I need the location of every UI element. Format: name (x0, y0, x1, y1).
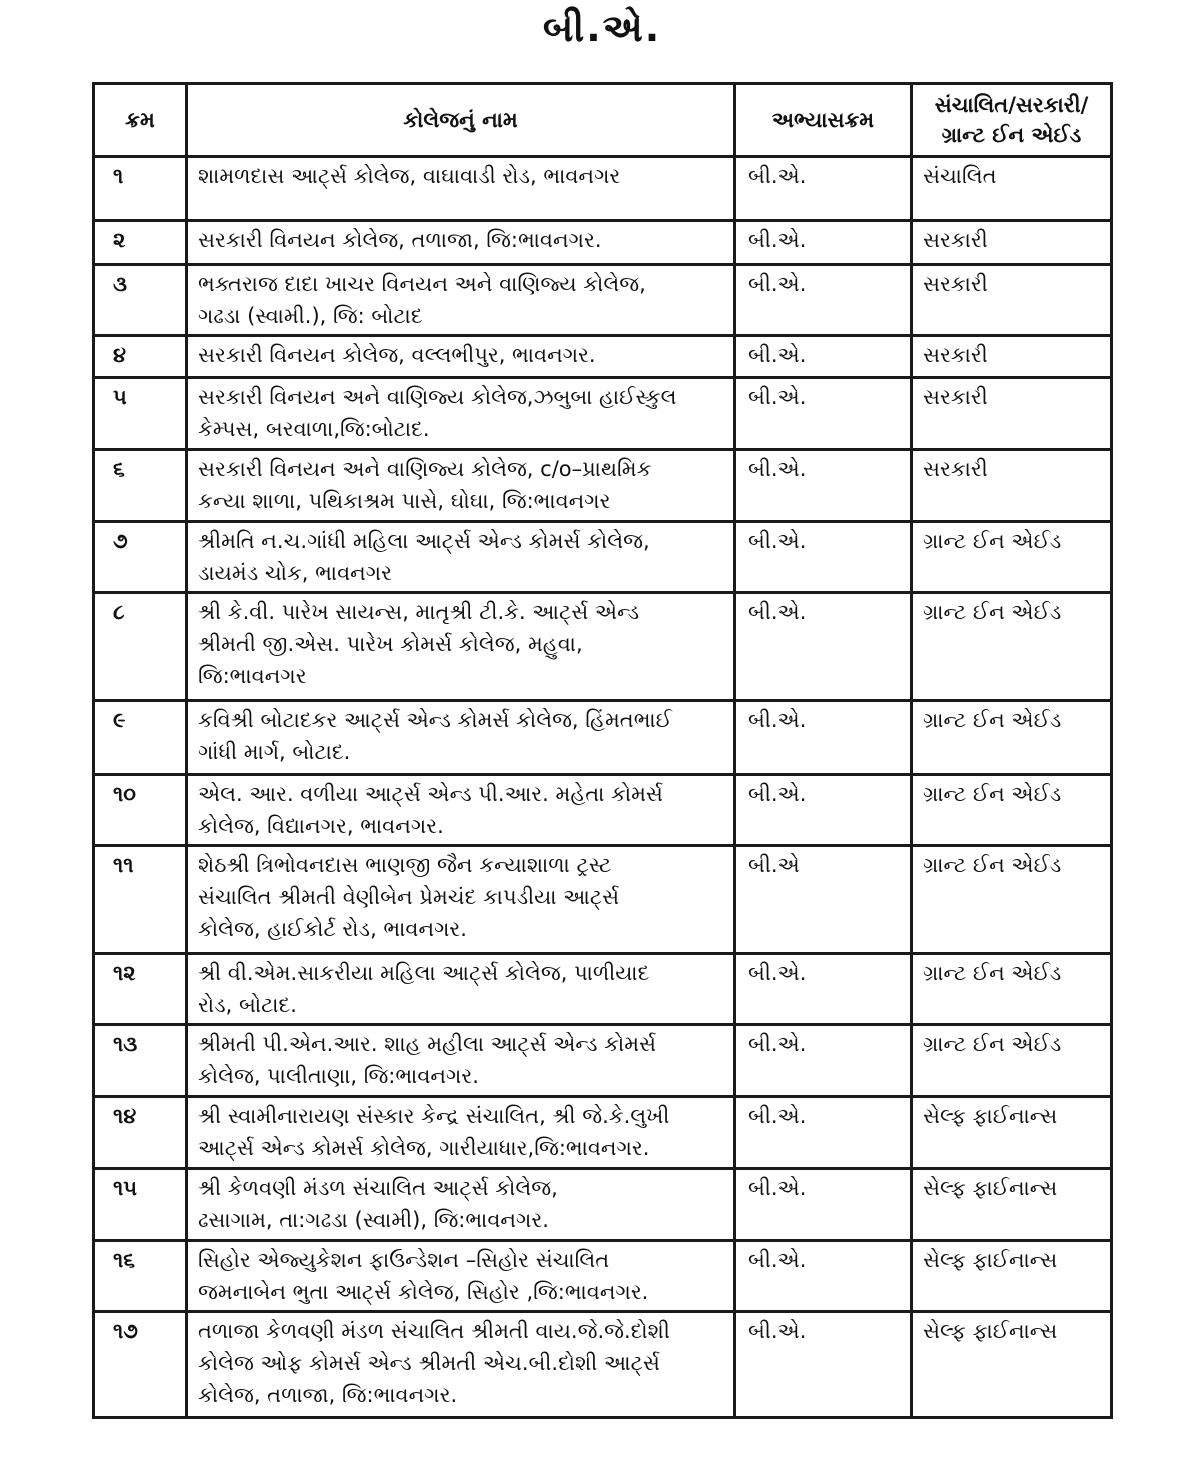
serial-no-cell: ૨ (94, 221, 187, 265)
course-cell: બી.એ. (735, 378, 912, 450)
table-row (94, 1312, 1112, 1418)
course-cell: બી.એ (735, 846, 912, 954)
college-name-cell: કવિશ્રી બોટાદકર આર્ટ્સ એન્ડ કોમર્સ કોલેજ, હિંમતભાઈ ગાંધી માર્ગ, બોટાદ. (187, 701, 735, 775)
course-cell: બી.એ. (735, 775, 912, 846)
serial-no-cell: ૧૦ (94, 775, 187, 846)
college-name-cell: સરકારી વિનયન અને વાણિજ્ય કોલેજ, c/o–પ્રાથમિક કન્યા શાળા, પથિકાશ્રમ પાસે, ઘોઘા, જિ:ભાવનગર (187, 450, 735, 522)
college-name-cell: શ્રી કે.વી. પારેખ સાયન્સ, માતૃશ્રી ટી.કે. આર્ટ્સ એન્ડ શ્રીમતી જી.એસ. પારેખ કોમર્સ કોલેજ, મહુવા, જિ:ભાવનગર (187, 593, 735, 701)
college-name-cell: શ્રી વી.એમ.સાકરીયા મહિલા આર્ટ્સ કોલેજ, પાળીયાદ રોડ, બોટાદ. (187, 954, 735, 1025)
management-type-cell: સરકારી (912, 221, 1112, 265)
serial-no-cell: ૧૧ (94, 846, 187, 954)
header-row (94, 84, 1112, 157)
management-type-cell: સરકારી (912, 265, 1112, 336)
table-body (94, 157, 1112, 1418)
management-type-cell: ગ્રાન્ટ ઈન એઈડ (912, 593, 1112, 701)
header-management-type: સંચાલિત/સરકારી/ ગ્રાન્ટ ઈન એઈડ (912, 84, 1112, 157)
college-table (92, 82, 1113, 1419)
serial-no-cell: ૯ (94, 701, 187, 775)
serial-no-cell: ૫ (94, 378, 187, 450)
management-type-cell: ગ્રાન્ટ ઈન એઈડ (912, 701, 1112, 775)
course-cell: બી.એ. (735, 1025, 912, 1097)
college-name-cell: ભક્તરાજ દાદા ખાચર વિનયન અને વાણિજ્ય કોલેજ, ગઢડા (સ્વામી.), જિ: બોટાદ (187, 265, 735, 336)
college-name-cell: શામળદાસ આર્ટ્સ કોલેજ, વાઘાવાડી રોડ, ભાવનગર (187, 157, 735, 221)
table-row (94, 954, 1112, 1025)
table-header (94, 84, 1112, 157)
page-title: બી.એ. (542, 6, 662, 50)
management-type-cell: ગ્રાન્ટ ઈન એઈડ (912, 775, 1112, 846)
management-type-cell: સેલ્ફ ફાઈનાન્સ (912, 1097, 1112, 1169)
table-row (94, 522, 1112, 593)
management-type-cell: ગ્રાન્ટ ઈન એઈડ (912, 846, 1112, 954)
management-type-cell: સરકારી (912, 378, 1112, 450)
table-row (94, 265, 1112, 336)
college-name-cell: શ્રી સ્વામીનારાયણ સંસ્કાર કેન્દ્ર સંચાલિત, શ્રી જે.કે.લુખી આર્ટ્સ એન્ડ કોમર્સ કોલેજ, ગારીયાધાર,જિ:ભાવનગર. (187, 1097, 735, 1169)
table-row (94, 221, 1112, 265)
college-name-cell: શ્રી કેળવણી મંડળ સંચાલિત આર્ટ્સ કોલેજ, ઢસાગામ, તા:ગઢડા (સ્વામી), જિ:ભાવનગર. (187, 1169, 735, 1241)
college-name-cell: સરકારી વિનયન અને વાણિજ્ય કોલેજ,ઝબુબા હાઈસ્કુલ કેમ્પસ, બરવાળા,જિ:બોટાદ. (187, 378, 735, 450)
course-cell: બી.એ. (735, 701, 912, 775)
table-row (94, 378, 1112, 450)
college-name-cell: સરકારી વિનયન કોલેજ, વલ્લભીપુર, ભાવનગર. (187, 336, 735, 378)
table-row (94, 450, 1112, 522)
serial-no-cell: ૧૭ (94, 1312, 187, 1418)
table-row (94, 701, 1112, 775)
course-cell: બી.એ. (735, 1312, 912, 1418)
table-row (94, 1025, 1112, 1097)
management-type-cell: સંચાલિત (912, 157, 1112, 221)
management-type-cell: સરકારી (912, 336, 1112, 378)
course-cell: બી.એ. (735, 265, 912, 336)
management-type-cell: ગ્રાન્ટ ઈન એઈડ (912, 1025, 1112, 1097)
serial-no-cell: ૮ (94, 593, 187, 701)
management-type-cell: સેલ્ફ ફાઈનાન્સ (912, 1312, 1112, 1418)
management-type-cell: સેલ્ફ ફાઈનાન્સ (912, 1169, 1112, 1241)
course-cell: બી.એ. (735, 221, 912, 265)
management-type-cell: સેલ્ફ ફાઈનાન્સ (912, 1241, 1112, 1312)
management-type-cell: ગ્રાન્ટ ઈન એઈડ (912, 954, 1112, 1025)
management-type-cell: ગ્રાન્ટ ઈન એઈડ (912, 522, 1112, 593)
header-college-name: કોલેજનું નામ (187, 84, 735, 157)
header-serial-no: ક્રમ (94, 84, 187, 157)
college-name-cell: શેઠશ્રી ત્રિભોવનદાસ ભાણજી જૈન કન્યાશાળા ટ્રસ્ટ સંચાલિત શ્રીમતી વેણીબેન પ્રેમચંદ કાપડીયા આર્ટ્સ કોલેજ, હાઈકોર્ટ રોડ, ભાવનગર. (187, 846, 735, 954)
course-cell: બી.એ. (735, 522, 912, 593)
serial-no-cell: ૬ (94, 450, 187, 522)
table-row (94, 1169, 1112, 1241)
course-cell: બી.એ. (735, 336, 912, 378)
course-cell: બી.એ. (735, 1241, 912, 1312)
college-name-cell: શ્રીમતિ ન.ચ.ગાંધી મહિલા આર્ટ્સ એન્ડ કોમર્સ કોલેજ, ડાયમંડ ચોક, ભાવનગર (187, 522, 735, 593)
serial-no-cell: ૪ (94, 336, 187, 378)
college-name-cell: તળાજા કેળવણી મંડળ સંચાલિત શ્રીમતી વાય.જે.જે.દોશી કોલેજ ઓફ કોમર્સ એન્ડ શ્રીમતી એચ.બી.દોશી આર્ટ્સ કોલેજ, તળાજા, જિ:ભાવનગર. (187, 1312, 735, 1418)
course-cell: બી.એ. (735, 450, 912, 522)
table-row (94, 775, 1112, 846)
college-name-cell: સિહોર એજ્યુકેશન ફાઉન્ડેશન –સિહોર સંચાલિત જમનાબેન ભુતા આર્ટ્સ કોલેજ, સિહોર ,જિ:ભાવનગર. (187, 1241, 735, 1312)
course-cell: બી.એ. (735, 593, 912, 701)
table-row (94, 336, 1112, 378)
course-cell: બી.એ. (735, 1097, 912, 1169)
table-row (94, 593, 1112, 701)
table-row (94, 157, 1112, 221)
table-row (94, 1097, 1112, 1169)
table-row (94, 1241, 1112, 1312)
management-type-cell: સરકારી (912, 450, 1112, 522)
serial-no-cell: ૧૪ (94, 1097, 187, 1169)
serial-no-cell: ૧૩ (94, 1025, 187, 1097)
college-name-cell: સરકારી વિનયન કોલેજ, તળાજા, જિ:ભાવનગર. (187, 221, 735, 265)
college-name-cell: શ્રીમતી પી.એન.આર. શાહ મહીલા આર્ટ્સ એન્ડ કોમર્સ કોલેજ, પાલીતાણા, જિ:ભાવનગર. (187, 1025, 735, 1097)
course-cell: બી.એ. (735, 157, 912, 221)
serial-no-cell: ૩ (94, 265, 187, 336)
table-row (94, 846, 1112, 954)
course-cell: બી.એ. (735, 1169, 912, 1241)
serial-no-cell: ૧૨ (94, 954, 187, 1025)
serial-no-cell: ૭ (94, 522, 187, 593)
course-cell: બી.એ. (735, 954, 912, 1025)
college-name-cell: એલ. આર. વળીયા આર્ટ્સ એન્ડ પી.આર. મહેતા કોમર્સ કોલેજ, વિદ્યાનગર, ભાવનગર. (187, 775, 735, 846)
serial-no-cell: ૧૫ (94, 1169, 187, 1241)
header-course: અભ્યાસક્રમ (735, 84, 912, 157)
serial-no-cell: ૧ (94, 157, 187, 221)
serial-no-cell: ૧૬ (94, 1241, 187, 1312)
